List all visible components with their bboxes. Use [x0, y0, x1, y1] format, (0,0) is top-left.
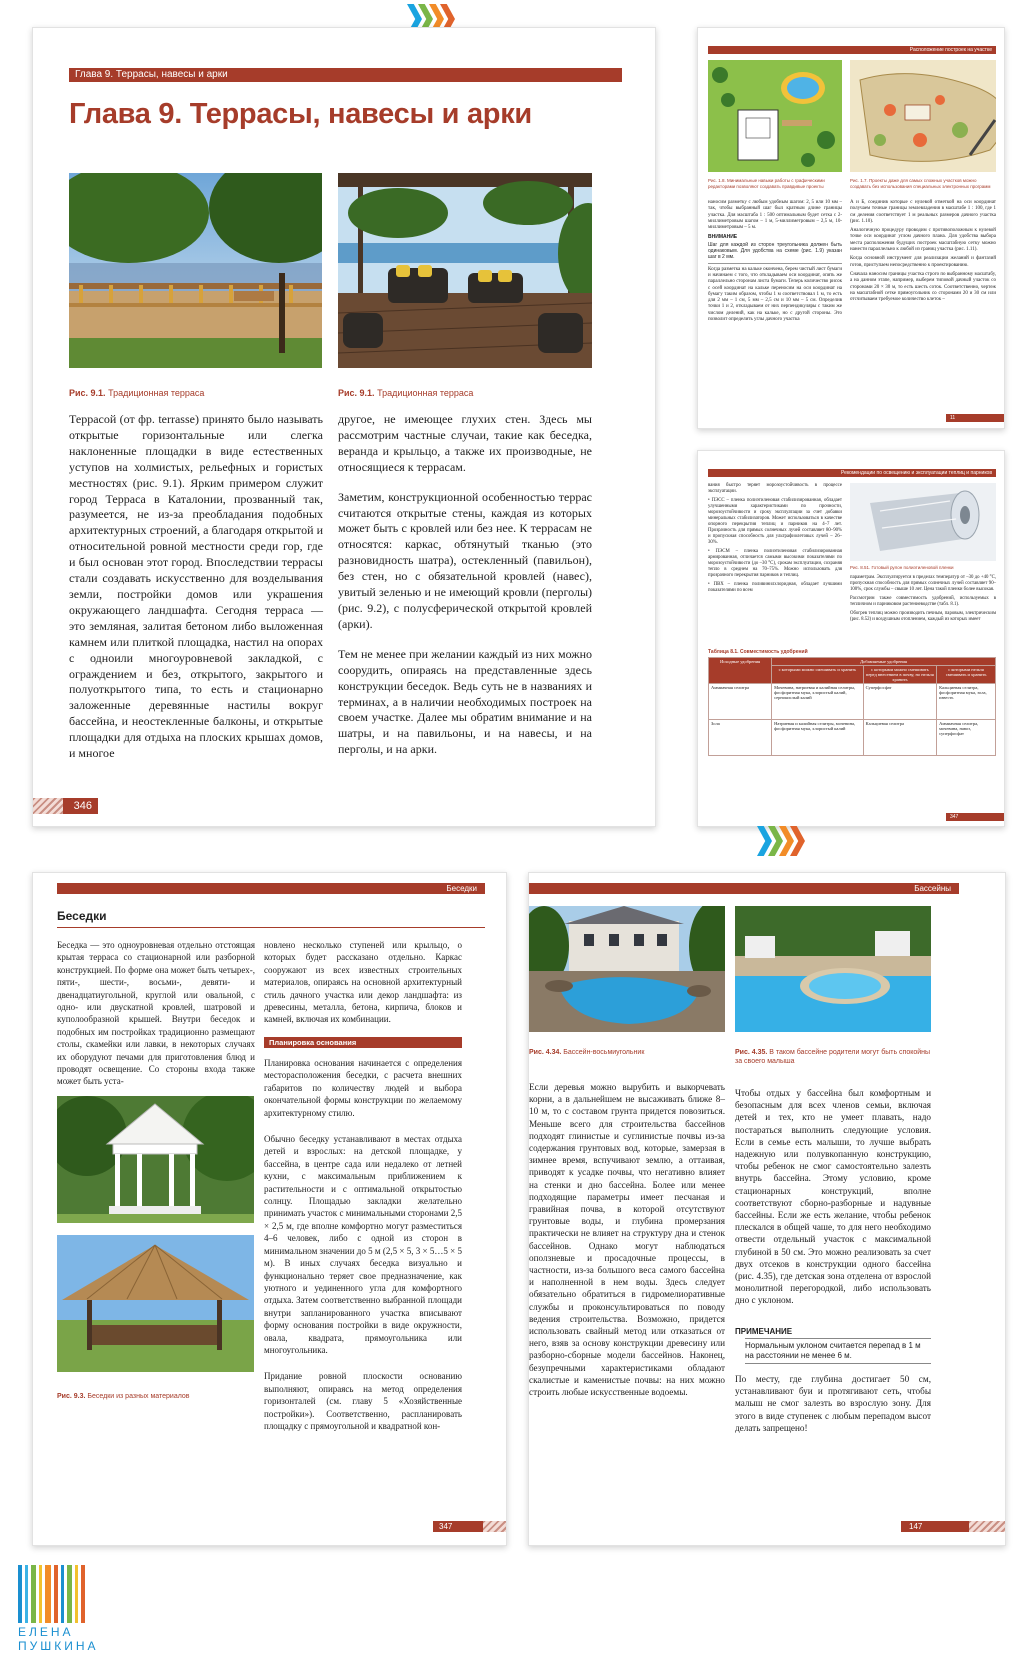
table-cell: Мочевина, натриевая и калийная селитры, фосфоритная мука, хлористый калий, сернокислый калий: [772, 684, 864, 720]
paragraph: параметрам. Эксплуатируется в пределах температур от –30 до +40 °С, пропускная способность для прямых солнечных лучей составляет 90–100%, срок службы – свыше 10 лет. Цена такой пленки более высокая.: [850, 575, 996, 592]
page-pools: [528, 872, 1006, 1546]
table-cell: Натриевая и калийная селитры, мочевина, фосфоритная мука, хлористый калий: [772, 720, 864, 756]
table-header-cell: Исходные удобрения: [709, 658, 772, 684]
attention-heading: ВНИМАНИЕ: [708, 234, 738, 241]
body-text-column-2a: [264, 939, 462, 1040]
paragraph: Сначала наносим границы участка строго по выбранному масштабу, а на данном этапе, например, выберем типовой дачный участок со сторонами 20 × 30 м, то есть шесть соток. Соответственно, чертеж на масштабной сетке прямоугольник со сторонами 20 и 30 см или отсчитываем требуемое количество клеток –: [850, 271, 996, 303]
table-cell: Аммиачная селитра: [709, 684, 772, 720]
table-header-cell: с которыми можно смешивать и хранить: [772, 666, 864, 684]
figure-caption-right: [338, 388, 473, 398]
body-text-column-1: [708, 200, 842, 326]
octagon-pool-photo: [529, 906, 725, 1032]
chapter-header-bar: [69, 68, 622, 82]
paragraph: Обогрев теплиц можно производить печным, паровым, электрическим (рис. 8.52) и воздушным отоплением, каждый из которых имеет: [850, 611, 996, 622]
subheading-text: Планировка основания: [269, 1038, 357, 1047]
logo-bar: [45, 1565, 51, 1623]
logo-bar: [75, 1565, 78, 1623]
caption-number: Рис. 4.35.: [735, 1049, 768, 1056]
decorative-stripes: [969, 1521, 1006, 1532]
site-plan-image: [708, 60, 842, 172]
paragraph: • ПЭСМ – пленка полиэтиленовая стабилизированная армированная, отличается самыми высокими показателями по морозоустойчивости (до –30 °С), срокам эксплуатации, сохраняя тепло в среднем на 70–75%. Можно использовать для прозрачного перекрытия парников и теплиц.: [708, 549, 842, 578]
body-text-column-1: [57, 939, 255, 1102]
table-cell: Аммиачная селитра, мочевина, навоз, суперфосфат: [937, 720, 996, 756]
caption-number: Рис. 9.1.: [69, 388, 106, 398]
paragraph: А и Б, соединив которые с нулевой отметкой на оси координат получаем точные границы землевладения в масштабе 1 : 100, где 1 см деления соответствует 1 м реальных размеров дачного участка (рис. 1.10).: [850, 200, 996, 224]
section-header-text: Беседки: [446, 884, 477, 893]
figure-caption-right: Рис. 1.7. Проекты даже для самых сложных участков можно создавать без использования специальных электронных программ: [850, 178, 991, 189]
figure-caption-left: Рис. 1.8. Минимальные навыки работы с графическими редакторами позволяют создавать правдивые проекты: [708, 178, 825, 189]
page-greenhouses: [697, 450, 1005, 827]
hand-drawn-plan-image: [850, 60, 996, 172]
table-group-header: Добавляемые удобрения: [772, 658, 996, 666]
paragraph: По месту, где глубина достигает 50 см, устанавливают буи и протягивают сеть, чтобы малыш не смог залезть во взрослую зону. Для этого в виде ступенек с любым перепадом высот делать запрещено!: [735, 1374, 931, 1433]
subheading-bar: [264, 1037, 462, 1048]
logo-bar: [54, 1565, 58, 1623]
section-header-bar: [708, 469, 996, 477]
table-row: [709, 684, 996, 720]
table-header-cell: с которыми нельзя смешивать и хранить: [937, 666, 996, 684]
caption-number: Рис. 4.34.: [529, 1049, 562, 1056]
caption-number: Рис. 9.1.: [338, 388, 375, 398]
page-spread-terraces: [32, 27, 656, 827]
body-text-column-2: [735, 1087, 931, 1321]
chevron-icon: [757, 826, 772, 856]
round-pool-photo: [735, 906, 931, 1032]
fertilizer-table: [708, 657, 996, 756]
decorative-stripes: [33, 798, 63, 814]
page-site-layout: [697, 27, 1005, 429]
page-number: [946, 813, 1005, 821]
paragraph: Планировка основания начинается с определения месторасположения беседки, с расчета внешних габаритов по количеству людей и выбора окончательной формы конструкции по желаемому архитектурному стилю.: [264, 1058, 462, 1118]
page-number-text: 347: [950, 814, 959, 820]
white-gazebo-photo: [57, 1096, 254, 1223]
section-title: Беседки: [57, 909, 107, 923]
paragraph: Тем не менее при желании каждый из них можно соорудить, опираясь на представленные здесь конструкции беседок. Ведь суть не в названиях и терминах, а в наличии необходимых построек на своем участке. Далее мы обратим внимание и на шатры, и на павильоны, и на навесы, и на перголы, и на арки.: [338, 646, 592, 757]
paragraph: наносим разметку с любым удобным шагом: 2, 5 или 10 мм – так, чтобы выбранный шаг был кратным длине границы участка. Для масштаба 1 : 500 оптимальным будет сетка с 2-миллиметровым шагом – 1 м, 5-миллиметровым – 2,5 м, 10-миллиметровым – 5 м.: [708, 200, 842, 231]
body-text-column-2: [850, 200, 996, 306]
figure-caption: [57, 1393, 190, 1400]
paragraph: Обычно беседку устанавливают в местах отдыха детей и взрослых: на детской площадке, у бассейна, в центре сада или недалеко от летней кухни, с максимальным приближением к растительности и с оптимальной открытостью солнцу. Площадью закладки желательно принимать участок с минимальными сторонами 2,5 × 2,5 м, где вполне комфортно могут разместиться 4–6 человек, либо с одной из сторон в минимальном значении до 5 м (2,5 × 5, 3 × 5…5 × 5 м). В иных случаях беседка визуально и функционально теряет свое предназначение, как уютного и уединенного угла для комфортного отдыха. Затем соответственно выбранной площади внутри запланированного участка вписывают форму основания постройки в виде окружности, овала, квадрата, прямоугольника или многоугольника.: [264, 1134, 462, 1355]
note-text: Нормальным уклоном считается перепад в 1 м на расстоянии не менее 6 м.: [745, 1338, 931, 1364]
table-cell: Суперфосфат: [863, 684, 936, 720]
title-underline: [57, 927, 485, 928]
page-number-text: 11: [950, 415, 956, 421]
paragraph: • ПВХ – пленка поливинилхлоридная, обладает лучшими показателями по всем: [708, 582, 842, 593]
caption-number: Рис. 9.3.: [57, 1393, 86, 1400]
logo-name: ЕЛЕНА ПУШКИНА: [18, 1625, 99, 1653]
paragraph: Аналогичную процедуру проводим с противоположным к нулевой точке оси координат углом дачного плана. Для удобства выбора места расположения будущих построек масштабную сетку можно нанести параллельно к любой из границ участка (рис. 1.11).: [850, 228, 996, 253]
section-header-text: Расположение построек на участке: [909, 47, 992, 53]
chevron-arrows-icon: [757, 826, 811, 856]
body-text-column-2: [338, 412, 592, 772]
body-text-column-2-end: [735, 1373, 931, 1448]
paragraph: Террасой (от фр. terrasse) принято было называть открытые горизонтальные или слегка наклоненные площадки в виде естественных уступов на холмистых, рельефных и гористых местностях (рис. 9.1). Ярким примером служит город Терраса в Каталонии, прозванный так, разумеется, не из-за преобладания подобных архитектурных строений, а благодаря открытой и относительной ровной местности среди гор, где и был основан этот город. Впоследствии террасы стали создавать искусственно для возделывания земли, постройки домов или украшения окружающего ландшафта. Сегодня терраса — это земляная, залитая бетоном либо выложенная камнем или плиткой площадка, настил на опорах с одноили многоуровневой закладкой, с ограждением и без, открытого, закрытого и полуоткрытого типа, то есть и стационарно заложенные деревянные настилы вокруг бассейна, и неостекленные балконы, и открытые площадки для отдыха на плоских крышах домов, и многое: [69, 412, 323, 761]
paragraph: Придание ровной плоскости основанию выполняют, опираясь на метод определения горизонталей (см. главу 5 «Хозяйственные постройки»). Соответственно, распланировать площадку с прямоугольной и квадратной кон-: [264, 1371, 462, 1431]
attention-text: Шаг для каждой из сторон треугольника должен быть одинаковым. Для удобства на схеме (рис. 1.9) указан шаг в 2 мм.: [708, 242, 842, 264]
paragraph: Если деревья можно вырубить и выкорчевать корни, а в дальнейшем не высаживать ближе 8–10 м, то с составом грунта придется повозиться. Меньше всего для строительства бассейнов подходят глинистые и суглинистые почвы из-за содержания грунтовых вод, которые, замерзая в зимнее время, вспучивают землю, а оттаивая, приводят к усадке почвы, что негативно влияет на стенки и дно бассейна. Более или менее подходящие параметры имеет песчаная и гравийная почва, в которой отсутствуют грунтовые воды, и глубина промерзания практически не влияет на структуру дна и стенок бассейнов. Однако могут наблюдаться оползневые и просадочные процессы, в частности, из-за большого веса самого бассейна и наполненной в нем воды. Здесь следует обязательно обратиться в гидромелиоративные службы и проконсультироваться по поводу ведения строительства. Возможно, придется использовать свайный метод или отказаться от него, взяв за основу конструкции древесину или разборно-сборные модели бассейнов. Наконец, безупречными характеристиками обладают скалистые и каменистые почвы: на них можно строить любые искусственные водоемы.: [529, 1082, 725, 1398]
section-header-bar: [708, 46, 996, 54]
page-title: Глава 9. Террасы, навесы и арки: [69, 98, 532, 130]
body-text-column-1: [529, 1081, 725, 1412]
figure-caption: Рис. 8.51. Готовый рулон полиэтиленовой пленки: [850, 565, 954, 570]
logo-bar: [61, 1565, 64, 1623]
paragraph: • ПЭСС – пленка полиэтиленовая стабилизированная, обладает улучшенными характеристиками по прочности, морозоустойчивости и сроку эксплуатации за счет добавки минеральных стабилизаторов. Может использоваться в качестве опорного перекрытия теплиц и парников на 4–7 лет. Прозрачность для прямых солнечных лучей составляет 80–90% и пропускная способность для ультрафиолетовых лучей – 26–30%.: [708, 498, 842, 545]
logo-bar: [31, 1565, 36, 1623]
paragraph: другое, не имеющее глухих стен. Здесь мы рассмотрим частные случаи, такие как беседка, веранда и крыльцо, а также их производные, не относящиеся к террасам.: [338, 412, 592, 474]
paragraph: Когда разметка на кальке окончена, берем чистый лист бумаги и начинаем с того, что откладываем оси координат, опять же параллельно сторонам листа бумаги. Теперь количество рисок с осей координат на кальке переносим на оси координат на бумагу таким образом, чтобы 1 м соответствовал 1 м, то есть для 2 мм – 1 см, 5 мм – 2,5 см и 10 мм – 5 см. Определив точки 1 и 2, откладываем от них перпендикуляры с таким же числом делений, как на кальке, но с другой стороны. Это позволит определить углы дачного участка: [708, 266, 842, 323]
caption-text: В таком бассейне родители могут быть спокойны за своего малыша: [735, 1049, 931, 1065]
body-text-column-2b: [264, 1057, 462, 1446]
paragraph: Когда основной инструмент для реализации желаний и фантазий готов, приступаем непосредственно к проектированию.: [850, 256, 996, 268]
caption-text: Традиционная терраса: [377, 388, 474, 398]
figure-caption-right: [735, 1048, 931, 1066]
section-header-text: Бассейны: [914, 884, 951, 893]
film-roll-image: [850, 483, 996, 561]
section-header-bar: [529, 883, 959, 894]
terrace-photo-left: [69, 173, 322, 368]
caption-text: Беседки из разных материалов: [87, 1393, 190, 1400]
logo-bar: [39, 1565, 42, 1623]
page-number-text: 346: [73, 800, 92, 812]
logo-bar: [67, 1565, 72, 1623]
figure-caption-left: [69, 388, 204, 398]
table-title: Таблица 8.1. Совместимость удобрений: [708, 649, 808, 655]
caption-text: Традиционная терраса: [108, 388, 205, 398]
page-gazebos: [32, 872, 507, 1546]
body-text-column-1: [69, 412, 323, 776]
table-cell: Зола: [709, 720, 772, 756]
logo-bar: [18, 1565, 22, 1623]
page-number-text: 347: [439, 1522, 453, 1531]
decorative-stripes: [483, 1521, 507, 1532]
paragraph: новлено несколько ступеней или крыльцо, о которых будет рассказано отдельно. Каркас сооружают из всех известных строительных материалов, опираясь на основной архитектурный стиль дачного участка или декор ландшафта: из древесины, металла, бетона, кирпича, блоков и камней, включая их комбинации.: [264, 940, 462, 1025]
brand-logo: [18, 1565, 146, 1653]
paragraph: вания быстро теряет морозоустойчивость в процессе эксплуатации.: [708, 483, 842, 494]
logo-bar: [25, 1565, 28, 1623]
section-header-text: Рекомендации по освещению и эксплуатации теплиц и парников: [841, 470, 992, 476]
paragraph: Заметим, конструкционной особенностью террас считаются открытые стены, каждая из которых может быть с кровлей или без нее. К террасам не относятся: каркас, обтянутый тканью (это разновидность шатра), остекленный (павильон), без стен, но с обязательной кровлей (навес), увитый зеленью и не имеющий кровли (перголы) (рис. 9.2), с полусферической открытой кровлей (арки).: [338, 489, 592, 631]
section-header-bar: [57, 883, 485, 894]
note-box: [735, 1327, 931, 1364]
chapter-header-text: Глава 9. Террасы, навесы и арки: [75, 69, 228, 80]
body-text-column-2: [850, 575, 996, 626]
note-title: ПРИМЕЧАНИЕ: [735, 1327, 793, 1336]
paragraph: Рассмотрим также совместимость удобрений, используемых в тепличном и парниковом растениеводстве (табл. 8.1).: [850, 596, 996, 607]
page-number: [946, 414, 1005, 422]
table-row: [709, 720, 996, 756]
table-header-cell: с которыми можно смешивать перед внесением в почву, но нельзя хранить: [863, 666, 936, 684]
page-number-text: 147: [909, 1522, 923, 1531]
paragraph: Беседка — это одноуровневая отдельно отстоящая крытая терраса со стационарной или разборной конструкцией. По форме она может быть четырех-, пяти-, шести-, восьми-, девяти- и двенадцатиугольной, круглой или овальной, с одно- или двускатной кровлей, шатровой и куполообразной крышей. Внутри беседок и подобных им постройках традиционно размещают столы, скамейки или лавки, в некоторых случаях их оборудуют печами для приготовления блюд и проводят освещение. Со стороны входа также может быть уста-: [57, 940, 255, 1087]
paragraph: Чтобы отдых у бассейна был комфортным и безопасным для всех членов семьи, включая детей и тех, кто не умеет плавать, надо постараться выполнить следующие условия. Если в семье есть малыши, то лучше выбрать надежную или полувкопанную конструкцию, чтобы ребенок не смог самостоятельно залезть внутрь бассейна. Этому условию, кроме стационарных конструкций, вполне соответствуют сборно-разборные и надувные бассейны. Если же есть желание, чтобы ребенок плескался в общей чаше, то для него необходимо отвести отдельный участок с максимальной глубиной в 50 см. Это можно реализовать за счет двух отсеков в конструкции одного бассейна (рис. 4.35), где детская зона отделена от взрослой монолитной перегородкой, либо использовать дно с уклоном.: [735, 1088, 931, 1306]
barcode-logo-icon: [18, 1565, 146, 1623]
table-cell: Кальциевая селитра: [863, 720, 936, 756]
table-cell: Кальциевая селитра, фосфоритная мука, зола, известь: [937, 684, 996, 720]
thatched-gazebo-photo: [57, 1235, 254, 1372]
terrace-photo-right: [338, 173, 592, 368]
caption-text: Бассейн-восьмиугольник: [563, 1049, 645, 1056]
figure-caption-left: [529, 1048, 725, 1057]
body-text-column-1: [708, 483, 842, 597]
logo-bar: [81, 1565, 85, 1623]
